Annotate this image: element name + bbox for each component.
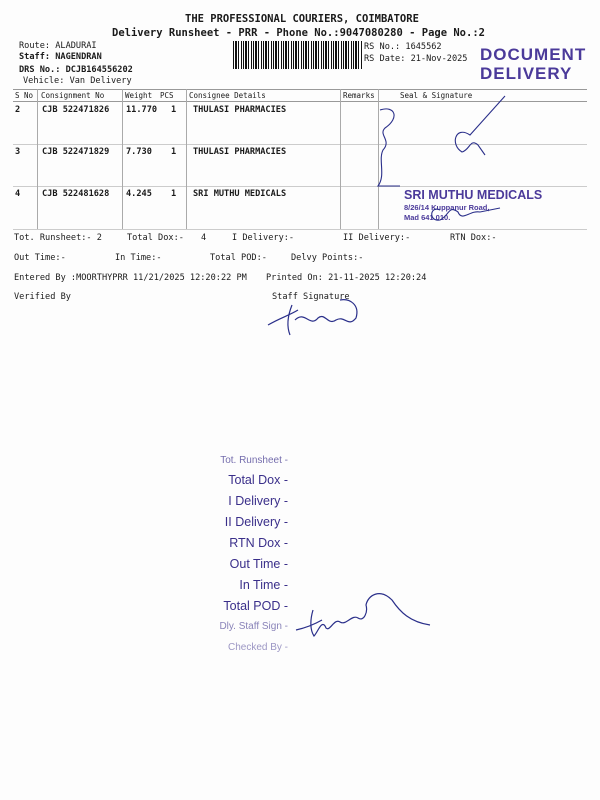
entered-by: Entered By :MOORTHYPRR 11/21/2025 12:20:22 PM — [14, 273, 247, 283]
ii-delivery: II Delivery:- — [343, 233, 411, 243]
checklist-item: Dly. Staff Sign - — [219, 621, 288, 632]
row-consignment: CJB 522481628 — [42, 189, 110, 199]
col-seal-signature: Seal & Signature — [400, 91, 473, 100]
row-weight: 4.245 — [126, 189, 152, 199]
rtn-dox: RTN Dox:- — [450, 233, 497, 243]
col-consignee: Consignee Details — [189, 91, 266, 100]
out-time: Out Time:- — [14, 253, 66, 263]
company-name: THE PROFESSIONAL COURIERS, COIMBATORE — [185, 13, 419, 25]
row-consignment: CJB 522471829 — [42, 147, 110, 157]
checklist-item: Total Dox - — [228, 473, 288, 487]
in-time: In Time:- — [115, 253, 162, 263]
row-weight: 11.770 — [126, 105, 158, 115]
checklist-item: Tot. Runsheet - — [220, 455, 288, 466]
col-pcs: PCS — [160, 91, 174, 100]
route: Route: ALADURAI — [19, 41, 97, 51]
i-delivery: I Delivery:- — [232, 233, 295, 243]
total-runsheet: Tot. Runsheet:- 2 — [14, 233, 102, 243]
checklist-item: I Delivery - — [228, 494, 288, 508]
drs-number: DRS No.: DCJB164556202 — [19, 65, 133, 75]
row-sno: 2 — [15, 105, 21, 115]
row-pcs: 1 — [171, 105, 177, 115]
row-consignee: THULASI PHARMACIES — [193, 147, 287, 157]
vehicle: Vehicle: Van Delivery — [23, 76, 132, 86]
checklist-item: Total POD - — [223, 599, 288, 613]
checklist-item: Checked By - — [227, 642, 288, 653]
rs-date: RS Date: 21-Nov-2025 — [364, 54, 468, 64]
row-consignment: CJB 522471826 — [42, 105, 110, 115]
checklist-item: RTN Dox - — [229, 536, 288, 550]
row-consignee: THULASI PHARMACIES — [193, 105, 287, 115]
total-pod: Total POD:- — [210, 253, 267, 263]
col-remarks: Remarks — [343, 91, 375, 100]
col-weight: Weight — [125, 91, 153, 100]
col-consignment: Consignment No — [41, 91, 105, 100]
row-consignee: SRI MUTHU MEDICALS — [193, 189, 287, 199]
total-dox-label: Total Dox:- — [127, 233, 184, 243]
row-weight: 7.730 — [126, 147, 152, 157]
row-sno: 3 — [15, 147, 21, 157]
printed-on: Printed On: 21-11-2025 12:20:24 — [266, 273, 427, 283]
shop-stamp-city: Mad 641 010. — [404, 213, 451, 222]
total-dox-value: 4 — [201, 233, 207, 243]
checklist-item: In Time - — [239, 578, 288, 592]
verified-by: Verified By — [14, 292, 71, 302]
checklist-item: II Delivery - — [224, 515, 288, 529]
shop-stamp-name: SRI MUTHU MEDICALS — [404, 188, 543, 202]
col-sno: S No — [15, 91, 34, 100]
row-sno: 4 — [15, 189, 21, 199]
staff: Staff: NAGENDRAN — [19, 52, 102, 62]
staff-signature-label: Staff Signature — [272, 292, 350, 302]
delivery-points: Delvy Points:- — [291, 253, 364, 263]
row-pcs: 1 — [171, 147, 177, 157]
rs-number: RS No.: 1645562 — [364, 42, 442, 52]
shop-stamp-address: 8/26/14 Kuppanur Road, — [404, 203, 490, 212]
row-pcs: 1 — [171, 189, 177, 199]
checklist-item: Out Time - — [229, 557, 288, 571]
runsheet-subtitle: Delivery Runsheet - PRR - Phone No.:9047080280 - Page No.:2 — [112, 27, 485, 39]
document-delivery-stamp: DOCUMENT DELIVERY — [480, 45, 587, 83]
